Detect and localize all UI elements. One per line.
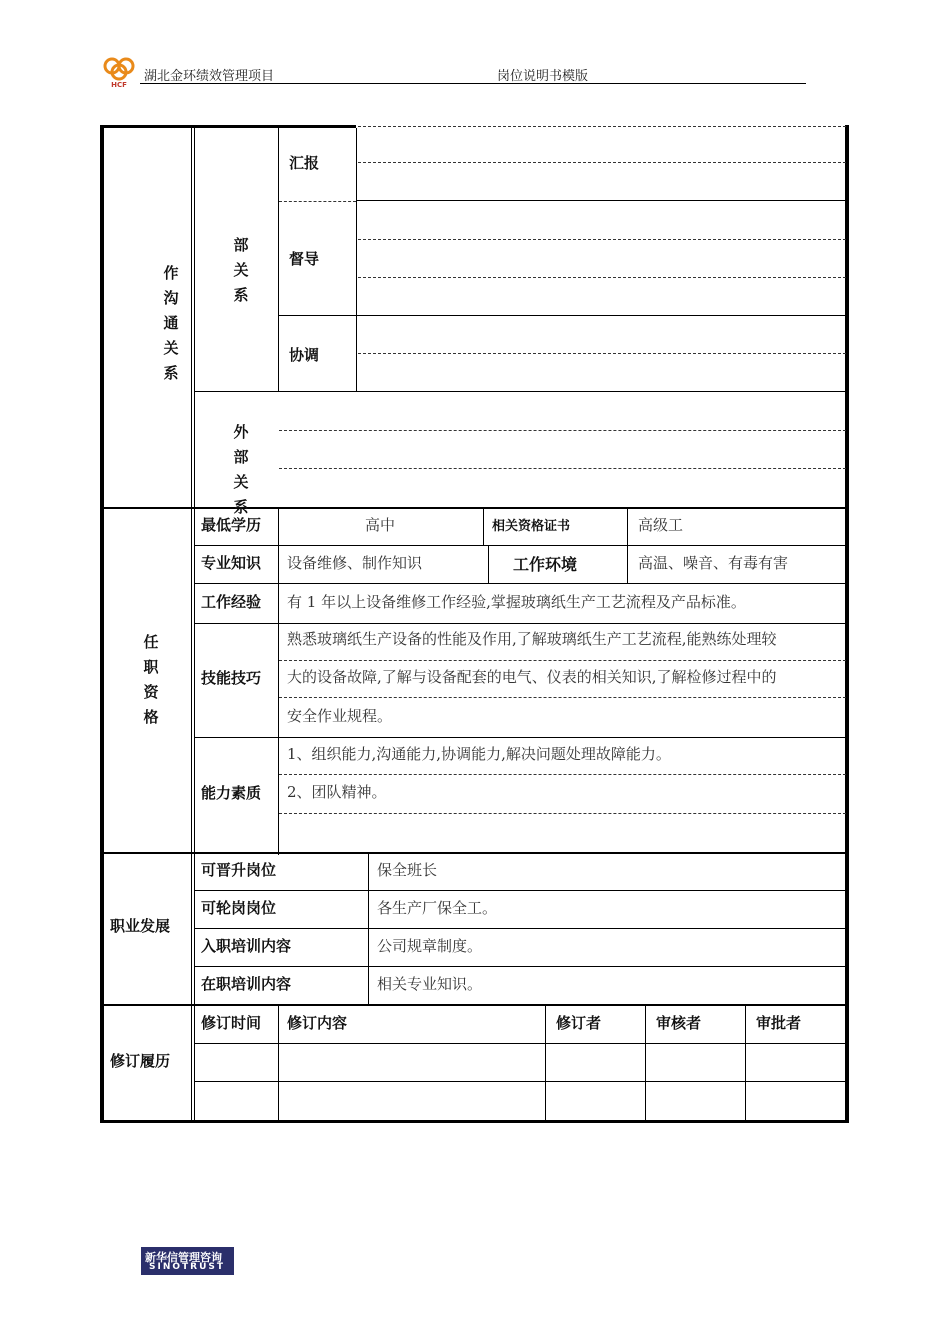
revision-section-label: 修订履历 (110, 1052, 171, 1070)
skills-line-2: 大的设备故障,了解与设备配套的电气、仪表的相关知识,了解检修过程中的 (287, 668, 777, 686)
job-description-form (100, 125, 849, 1124)
work-environment-value: 高温、噪音、有毒有害 (638, 554, 789, 572)
supervise-label: 督导 (289, 250, 320, 268)
certificate-value: 高级工 (638, 516, 684, 534)
career-row-2-value: 各生产厂保全工。 (377, 899, 498, 917)
report-label: 汇报 (289, 154, 320, 172)
skills-line-3: 安全作业规程。 (287, 707, 393, 725)
coordinate-label: 协调 (289, 346, 320, 364)
experience-label: 工作经验 (201, 593, 262, 611)
career-row-1-value: 保全班长 (377, 861, 438, 879)
knowledge-label: 专业知识 (201, 554, 262, 572)
sinotrust-logo (141, 1247, 234, 1275)
career-row-1-label: 可晋升岗位 (201, 861, 277, 879)
revision-header-time: 修订时间 (201, 1014, 262, 1032)
ability-line-2: 2、团队精神。 (287, 783, 387, 801)
experience-value: 有 1 年以上设备维修工作经验,掌握玻璃纸生产工艺流程及产品标准。 (287, 593, 746, 611)
work-environment-label: 工作环境 (513, 555, 578, 574)
external-relations-label: 外部关系 (233, 423, 249, 516)
project-name: 湖北金环绩效管理项目 (144, 69, 275, 84)
certificate-label: 相关资格证书 (492, 519, 571, 534)
revision-header-reviewer: 审核者 (656, 1014, 702, 1032)
ability-label: 能力素质 (201, 784, 262, 802)
brand-en: SINOTRUST (149, 1262, 226, 1272)
internal-relations-label: 部关系 (233, 236, 249, 304)
ability-line-1: 1、组织能力,沟通能力,协调能力,解决问题处理故障能力。 (287, 745, 671, 763)
qualification-section-label: 任职资格 (143, 633, 159, 726)
hcf-logo-icon (100, 54, 138, 88)
career-row-4-label: 在职培训内容 (201, 975, 292, 993)
career-row-3-value: 公司规章制度。 (377, 937, 483, 955)
skills-line-1: 熟悉玻璃纸生产设备的性能及作用,了解玻璃纸生产工艺流程,能熟练处理较 (287, 630, 777, 648)
page-header (100, 54, 806, 86)
svg-text:HCF: HCF (111, 81, 127, 88)
career-row-3-label: 入职培训内容 (201, 937, 292, 955)
revision-header-content: 修订内容 (287, 1014, 348, 1032)
skills-label: 技能技巧 (201, 669, 262, 687)
career-row-2-label: 可轮岗岗位 (201, 899, 277, 917)
revision-header-approver: 审批者 (756, 1014, 802, 1032)
brand-cn: 新华信管理咨询 (145, 1251, 222, 1264)
communication-section-label: 作沟通关系 (163, 264, 179, 382)
revision-header-reviser: 修订者 (556, 1014, 602, 1032)
document-title: 岗位说明书模版 (497, 69, 589, 84)
career-row-4-value: 相关专业知识。 (377, 975, 483, 993)
knowledge-value: 设备维修、制作知识 (287, 554, 423, 572)
career-section-label: 职业发展 (110, 917, 171, 935)
education-label: 最低学历 (201, 516, 262, 534)
education-value: 高中 (365, 516, 396, 534)
